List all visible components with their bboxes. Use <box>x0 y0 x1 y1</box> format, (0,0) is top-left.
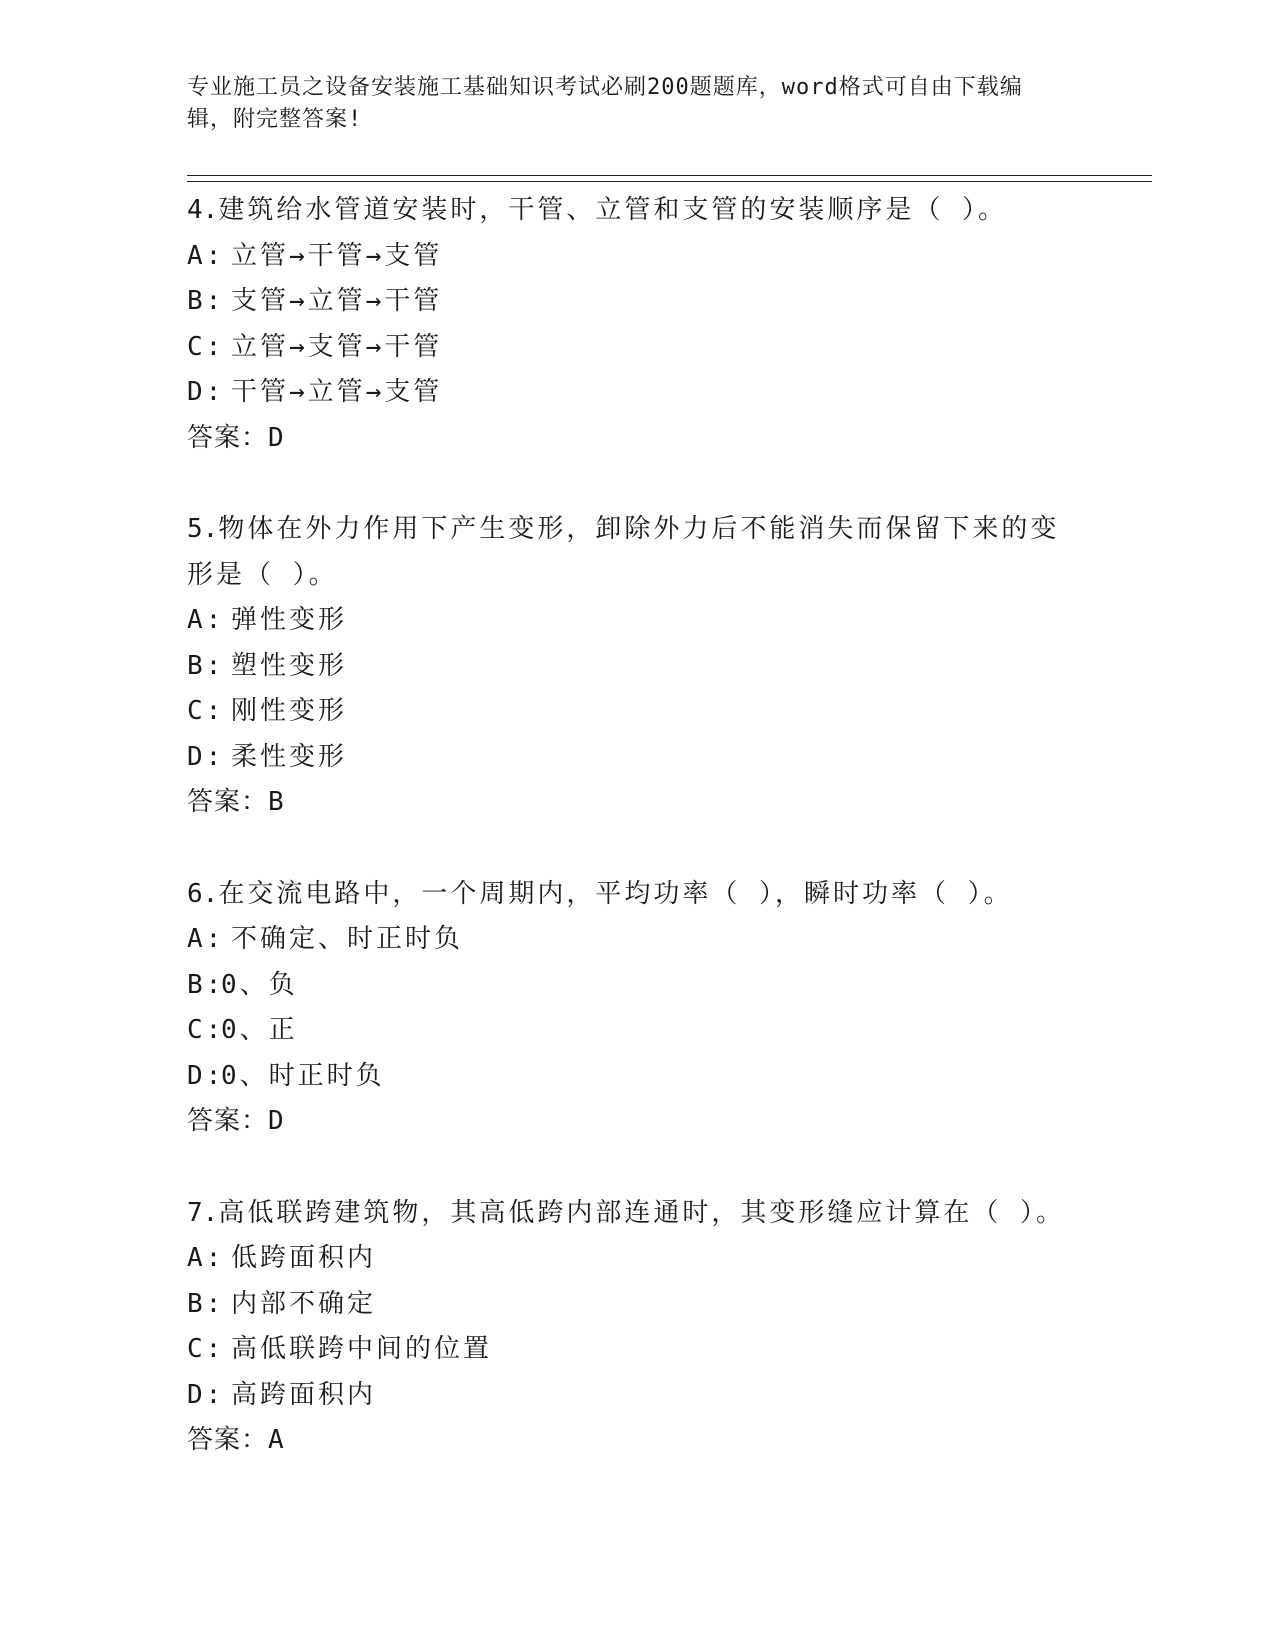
option-a <box>187 1236 1087 1282</box>
option-c <box>187 1327 1087 1373</box>
question-stem: 在交流电路中，一个周期内，平均功率（ ），瞬时功率（ ）。 <box>218 878 1013 909</box>
option-text: 高低联跨中间的位置 <box>231 1334 493 1364</box>
option-d <box>187 1054 1087 1100</box>
option-key: B: <box>187 1288 225 1319</box>
option-d <box>187 735 1087 781</box>
option-key: A: <box>187 1243 225 1273</box>
option-text: 高跨面积内 <box>231 1379 377 1410</box>
option-text: 塑性变形 <box>231 650 348 681</box>
answer-label: 答案： <box>187 422 269 453</box>
question-number: 5. <box>187 514 219 544</box>
option-text: 0、负 <box>221 969 298 1000</box>
option-key: C: <box>187 331 225 362</box>
answer-value: D <box>268 422 285 453</box>
option-key: B: <box>187 969 225 1000</box>
option-text: 低跨面积内 <box>231 1243 377 1273</box>
option-c <box>187 1008 1087 1054</box>
question-text <box>187 872 1087 918</box>
question-text <box>187 507 1087 598</box>
option-key: A: <box>187 605 225 635</box>
option-c <box>187 689 1087 735</box>
option-key: D: <box>187 1060 225 1091</box>
question-6 <box>187 872 1087 1145</box>
question-text <box>187 1191 1087 1237</box>
option-key: A: <box>187 924 225 954</box>
question-stem: 高低联跨建筑物，其高低跨内部连通时，其变形缝应计算在（ ）。 <box>218 1197 1065 1228</box>
header-divider-top <box>187 175 1152 176</box>
option-b <box>187 963 1087 1009</box>
option-c <box>187 325 1087 371</box>
answer-line <box>187 1099 1087 1145</box>
option-text: 弹性变形 <box>231 605 348 635</box>
option-b <box>187 279 1087 325</box>
option-b <box>187 644 1087 690</box>
option-key: B: <box>187 650 225 681</box>
option-a <box>187 917 1087 963</box>
option-text: 立管→支管→干管 <box>231 331 443 362</box>
answer-line <box>187 780 1087 826</box>
option-key: B: <box>187 286 225 316</box>
option-key: D: <box>187 377 225 407</box>
option-b <box>187 1282 1087 1328</box>
option-key: A: <box>187 240 225 271</box>
question-text <box>187 188 1087 234</box>
question-4 <box>187 188 1087 461</box>
option-text: 刚性变形 <box>231 696 348 726</box>
option-text: 不确定、时正时负 <box>231 924 464 954</box>
answer-label: 答案： <box>187 787 269 817</box>
question-number: 6. <box>187 878 219 909</box>
option-d <box>187 1373 1087 1419</box>
document-header: 专业施工员之设备安装施工基础知识考试必刷200题题库，word格式可自由下载编辑，附完整答案! <box>187 75 1023 132</box>
header-divider-bottom <box>187 181 1152 182</box>
option-text: 支管→立管→干管 <box>231 286 443 316</box>
option-text: 0、时正时负 <box>221 1060 385 1091</box>
option-key: C: <box>187 1334 225 1364</box>
answer-value: B <box>268 787 285 817</box>
question-stem: 物体在外力作用下产生变形，卸除外力后不能消失而保留下来的变形是（ ）。 <box>187 514 1060 590</box>
option-text: 内部不确定 <box>231 1288 377 1319</box>
option-a <box>187 598 1087 644</box>
option-text: 0、正 <box>221 1015 298 1045</box>
question-number: 7. <box>187 1197 219 1228</box>
question-stem: 建筑给水管道安装时，干管、立管和支管的安装顺序是（ ）。 <box>218 195 1007 225</box>
answer-line <box>187 416 1087 462</box>
question-5 <box>187 507 1087 826</box>
answer-value: D <box>268 1106 285 1136</box>
option-text: 柔性变形 <box>231 741 348 772</box>
answer-label: 答案： <box>187 1425 269 1455</box>
question-7 <box>187 1191 1087 1464</box>
answer-value: A <box>268 1425 285 1455</box>
answer-line <box>187 1418 1087 1464</box>
answer-label: 答案： <box>187 1106 269 1136</box>
option-key: C: <box>187 696 225 726</box>
option-text: 立管→干管→支管 <box>231 240 443 271</box>
option-d <box>187 370 1087 416</box>
option-key: C: <box>187 1015 225 1045</box>
option-a <box>187 234 1087 280</box>
question-list <box>187 188 1087 1510</box>
option-key: D: <box>187 741 225 772</box>
option-key: D: <box>187 1379 225 1410</box>
option-text: 干管→立管→支管 <box>231 377 443 407</box>
question-number: 4. <box>187 195 219 225</box>
